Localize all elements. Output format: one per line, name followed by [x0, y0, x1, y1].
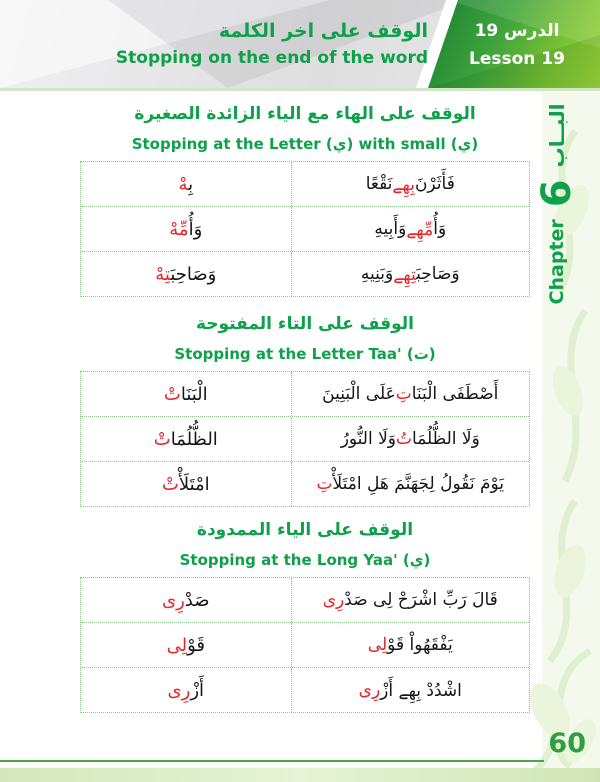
phrase-text: فَأَثَرْنَ — [414, 174, 455, 194]
page-header — [0, 0, 600, 88]
chapter-tab — [534, 98, 580, 310]
lesson-number-arabic: الدرس 19 — [474, 21, 560, 41]
phrase-text: عَلَى الْبَنِينَ — [322, 384, 396, 404]
phrase-text: وَأَبِيهِ — [374, 219, 407, 239]
phrase-text: وَلَا الظُّلُمَا — [412, 429, 480, 449]
word-highlight: رِى — [162, 589, 185, 611]
lesson-badge — [458, 17, 576, 73]
quran-phrase-cell — [292, 417, 529, 461]
word-highlight: لِى — [166, 634, 188, 656]
word-text: امْتَلَأْ — [178, 473, 210, 495]
phrase-text: نَقْعًا — [365, 174, 393, 194]
stopped-word-cell — [81, 252, 292, 296]
section-open-taa — [80, 314, 530, 507]
section-title-english: Stopping at the Letter (ي) with small (ي) — [131, 135, 479, 153]
quran-phrase-cell — [292, 462, 529, 506]
phrase-highlight: بِهِے — [392, 174, 415, 195]
stopped-word-cell — [81, 162, 292, 206]
stopped-word-cell — [81, 462, 292, 506]
phrase-highlight: تِ — [316, 474, 333, 494]
word-highlight: مِّهْ — [169, 218, 189, 240]
header-titles — [116, 18, 428, 72]
table-row — [81, 416, 529, 461]
stopped-word-cell — [81, 372, 292, 416]
word-text: صَدْ — [184, 589, 210, 611]
stopped-word-cell — [81, 578, 292, 622]
examples-table — [80, 161, 530, 297]
table-row — [81, 461, 529, 506]
section-title-arabic: الوقف على الهاء مع الياء الزائدة الصغيرة — [134, 104, 476, 124]
examples-table — [80, 371, 530, 507]
stopped-word-cell — [81, 207, 292, 251]
quran-phrase-cell — [292, 162, 529, 206]
word-highlight: تْ — [161, 473, 179, 495]
section-title-english: Stopping at the Long Yaa' (ي) — [179, 551, 431, 569]
stopped-word-cell — [81, 623, 292, 667]
phrase-text: يَفْقَهُواْ قَوْ — [387, 635, 453, 655]
quran-phrase-cell — [292, 578, 529, 622]
phrase-text: أَصْطَفَى الْبَنَا — [411, 384, 499, 404]
phrase-text: قَالَ رَبِّ اشْرَحْ لِى صَدْ — [344, 590, 498, 610]
stopped-word-cell — [81, 417, 292, 461]
table-row — [81, 162, 529, 206]
table-row — [81, 251, 529, 296]
section-title-arabic: الوقف على التاء المفتوحة — [196, 314, 414, 334]
word-highlight: تْ — [153, 428, 171, 450]
section-haa-small-yaa — [80, 104, 530, 297]
examples-table — [80, 577, 530, 713]
bottom-band — [0, 768, 600, 782]
footer-divider — [0, 760, 544, 762]
table-row — [81, 622, 529, 667]
chapter-label-arabic: البــاب — [545, 103, 569, 168]
section-long-yaa — [80, 520, 530, 713]
quran-phrase-cell — [292, 668, 529, 712]
word-text: الظُّلُمَا — [170, 428, 218, 450]
phrase-highlight: ‍تِهِے — [393, 264, 417, 285]
phrase-text: اشْدُدْ بِهِے أَزْ — [380, 680, 462, 701]
table-row — [81, 206, 529, 251]
word-text: وَصَاحِبَ‍ — [170, 263, 217, 285]
chapter-label-english: Chapter — [546, 219, 568, 305]
quran-phrase-cell — [292, 372, 529, 416]
word-text: الْبَنَا — [180, 383, 208, 405]
phrase-highlight: مِّهِے — [406, 219, 434, 240]
phrase-text: وَأُ — [433, 219, 447, 239]
word-highlight: رِى — [167, 679, 191, 701]
section-title-english: Stopping at the Letter Taa' (ت) — [174, 345, 436, 363]
phrase-text: يَوْمَ نَقُولُ لِجَهَنَّمَ هَلِ امْتَلَأْ — [332, 474, 505, 494]
section-title-arabic: الوقف على الياء الممدودة — [196, 520, 414, 540]
word-text: أَزْ — [190, 679, 205, 701]
table-row — [81, 667, 529, 712]
quran-phrase-cell — [292, 207, 529, 251]
phrase-highlight: رِى — [358, 680, 381, 700]
lesson-number-english: Lesson 19 — [469, 49, 565, 69]
phrase-text: وَلَا النُّورُ — [340, 429, 397, 449]
page-number: 60 — [548, 728, 586, 759]
chapter-tab-inner — [534, 98, 580, 310]
stopped-word-cell — [81, 668, 292, 712]
phrase-highlight: لِى — [367, 635, 388, 655]
content — [80, 90, 530, 713]
phrase-text: وَصَاحِبَ‍ — [416, 264, 460, 284]
table-row — [81, 578, 529, 622]
word-text: وَأُ — [188, 218, 203, 240]
word-highlight: ‍هْ — [178, 173, 189, 195]
word-highlight: ‍تِهْ — [155, 263, 171, 285]
word-text: قَوْ — [187, 634, 205, 656]
quran-phrase-cell — [292, 623, 529, 667]
phrase-highlight: تُ — [396, 429, 413, 449]
page-title-arabic: الوقف على اخر الكلمة — [218, 20, 428, 42]
word-text: بِ‍ — [188, 173, 194, 195]
page-title-english: Stopping on the end of the word — [115, 48, 428, 68]
word-highlight: تْ — [163, 383, 181, 405]
quran-phrase-cell — [292, 252, 529, 296]
phrase-highlight: رِى — [322, 590, 345, 610]
chapter-number: 6 — [534, 179, 580, 208]
table-row — [81, 372, 529, 416]
phrase-highlight: تِ — [395, 384, 412, 404]
phrase-text: وَبَنِيهِ — [360, 264, 394, 284]
